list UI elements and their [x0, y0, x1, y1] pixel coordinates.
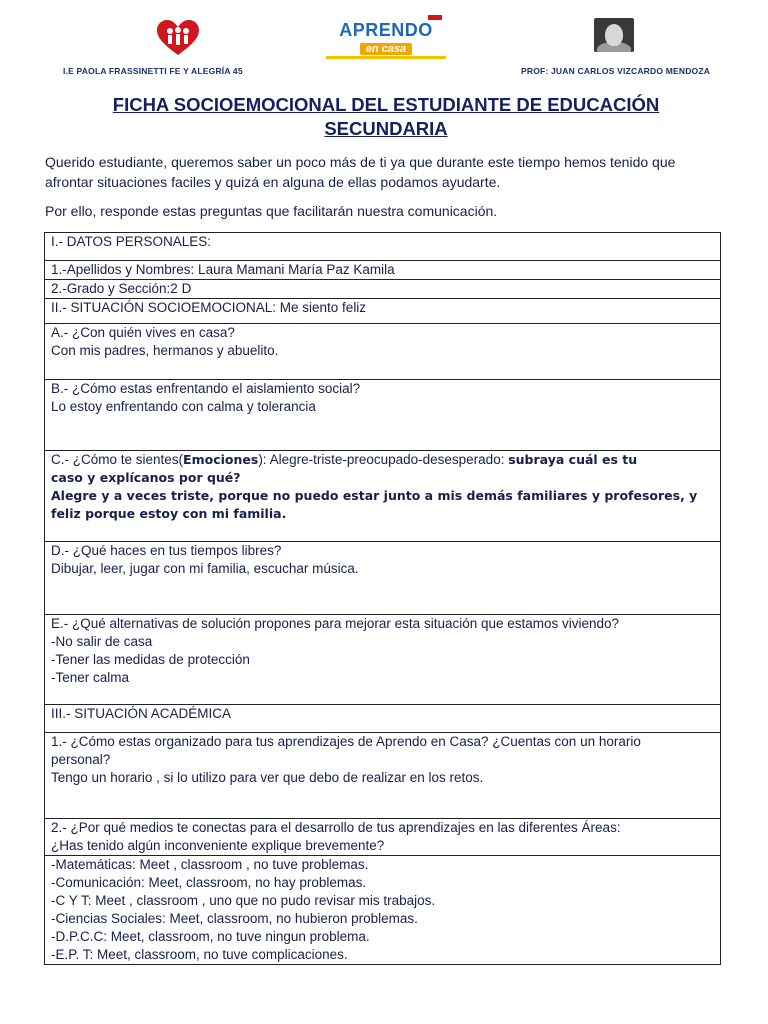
intro-instruction: Por ello, responde estas preguntas que facilitarán nuestra comunicación. — [45, 203, 498, 219]
answer-e-3: -Tener calma — [51, 670, 130, 685]
question-d-text: D.- ¿Qué haces en tus tiempos libres? — [51, 543, 282, 558]
intro-line-2: afrontar situaciones faciles y quizá en alguna de ellas podamos ayudarte. — [45, 174, 501, 190]
school-name: I.E PAOLA FRASSINETTI FE Y ALEGRÍA 45 — [63, 66, 243, 76]
teacher-photo — [594, 18, 634, 52]
answer-b: Lo estoy enfrentando con calma y tolerancia — [51, 399, 316, 414]
question-2-line-2: ¿Has tenido algún inconveniente explique brevemente? — [51, 838, 385, 853]
question-1 — [45, 733, 721, 819]
question-a — [45, 324, 721, 380]
question-c-pre: C.- ¿Cómo te sientes( — [51, 452, 184, 467]
answer-2-area: -E.P. T: Meet, classroom, no tuve complicaciones. — [51, 947, 348, 962]
question-1-line-2: personal? — [51, 752, 111, 767]
question-c — [45, 451, 721, 542]
flag-icon — [428, 15, 442, 20]
answer-2-area: -D.P.C.C: Meet, classroom, no tuve ningun problema. — [51, 929, 370, 944]
question-c-instruction-2: caso y explícanos por qué? — [51, 470, 241, 485]
answer-2-area: -Ciencias Sociales: Meet, classroom, no hubieron problemas. — [51, 911, 418, 926]
question-2 — [45, 819, 721, 856]
question-e — [45, 615, 721, 705]
section-personal-data: I.- DATOS PERSONALES: — [45, 233, 721, 261]
title-line-1: FICHA SOCIOEMOCIONAL DEL ESTUDIANTE DE EDUCACIÓN — [112, 94, 660, 115]
answer-2-area: -Matemáticas: Meet , classroom , no tuve problemas. — [51, 857, 369, 872]
question-1-line-1: 1.- ¿Cómo estas organizado para tus aprendizajes de Aprendo en Casa? ¿Cuentas con un horario — [51, 734, 641, 749]
answer-d: Dibujar, leer, jugar con mi familia, escuchar música. — [51, 561, 359, 576]
logo-text-top: APRENDO — [339, 20, 433, 40]
answer-2 — [45, 856, 721, 965]
section-academic: III.- SITUACIÓN ACADÉMICA — [45, 705, 721, 733]
heart-icon — [156, 20, 200, 56]
question-c-post: ): Alegre-triste-preocupado-desesperado: — [258, 452, 505, 467]
section-socioemotional: II.- SITUACIÓN SOCIOEMOCIONAL: Me siento feliz — [45, 299, 721, 324]
question-c-emotions: Emociones — [183, 452, 259, 467]
aprendo-en-casa-logo — [326, 15, 446, 59]
page-title — [60, 93, 712, 141]
answer-2-area: -Comunicación: Meet, classroom, no hay problemas. — [51, 875, 367, 890]
field-grade: 2.-Grado y Sección:2 D — [45, 280, 721, 299]
logo-text-bottom: en casa — [360, 43, 412, 55]
answer-e-2: -Tener las medidas de protección — [51, 652, 250, 667]
question-a-text: A.- ¿Con quién vives en casa? — [51, 325, 235, 340]
question-b — [45, 380, 721, 451]
question-2-line-1: 2.- ¿Por qué medios te conectas para el desarrollo de tus aprendizajes en las diferentes Áreas: — [51, 820, 621, 835]
school-logo — [156, 20, 200, 56]
field-names: 1.-Apellidos y Nombres: Laura Mamani María Paz Kamila — [45, 261, 721, 280]
intro-line-1: Querido estudiante, queremos saber un poco más de ti ya que durante este tiempo hemos tenido que — [45, 154, 676, 170]
question-c-line-1 — [51, 451, 714, 469]
answer-a: Con mis padres, hermanos y abuelito. — [51, 343, 279, 358]
answer-2-area: -C Y T: Meet , classroom , uno que no pudo revisar mis trabajos. — [51, 893, 436, 908]
teacher-name: PROF: JUAN CARLOS VIZCARDO MENDOZA — [521, 66, 711, 76]
question-c-instruction-1: subraya cuál es tu — [508, 452, 638, 467]
intro-paragraph — [45, 152, 735, 192]
question-e-text: E.- ¿Qué alternativas de solución propones para mejorar esta situación que estamos viviendo? — [51, 616, 620, 631]
question-b-text: B.- ¿Cómo estas enfrentando el aislamiento social? — [51, 381, 361, 396]
question-d — [45, 542, 721, 615]
student-form — [44, 232, 721, 965]
title-line-2: SECUNDARIA — [324, 118, 448, 139]
answer-c-line-2: feliz porque estoy con mi familia. — [51, 506, 287, 521]
answer-e-1: -No salir de casa — [51, 634, 153, 649]
answer-c-line-1: Alegre y a veces triste, porque no puedo estar junto a mis demás familiares y profesores, y — [51, 488, 698, 503]
answer-1: Tengo un horario , si lo utilizo para ver que debo de realizar en los retos. — [51, 770, 484, 785]
